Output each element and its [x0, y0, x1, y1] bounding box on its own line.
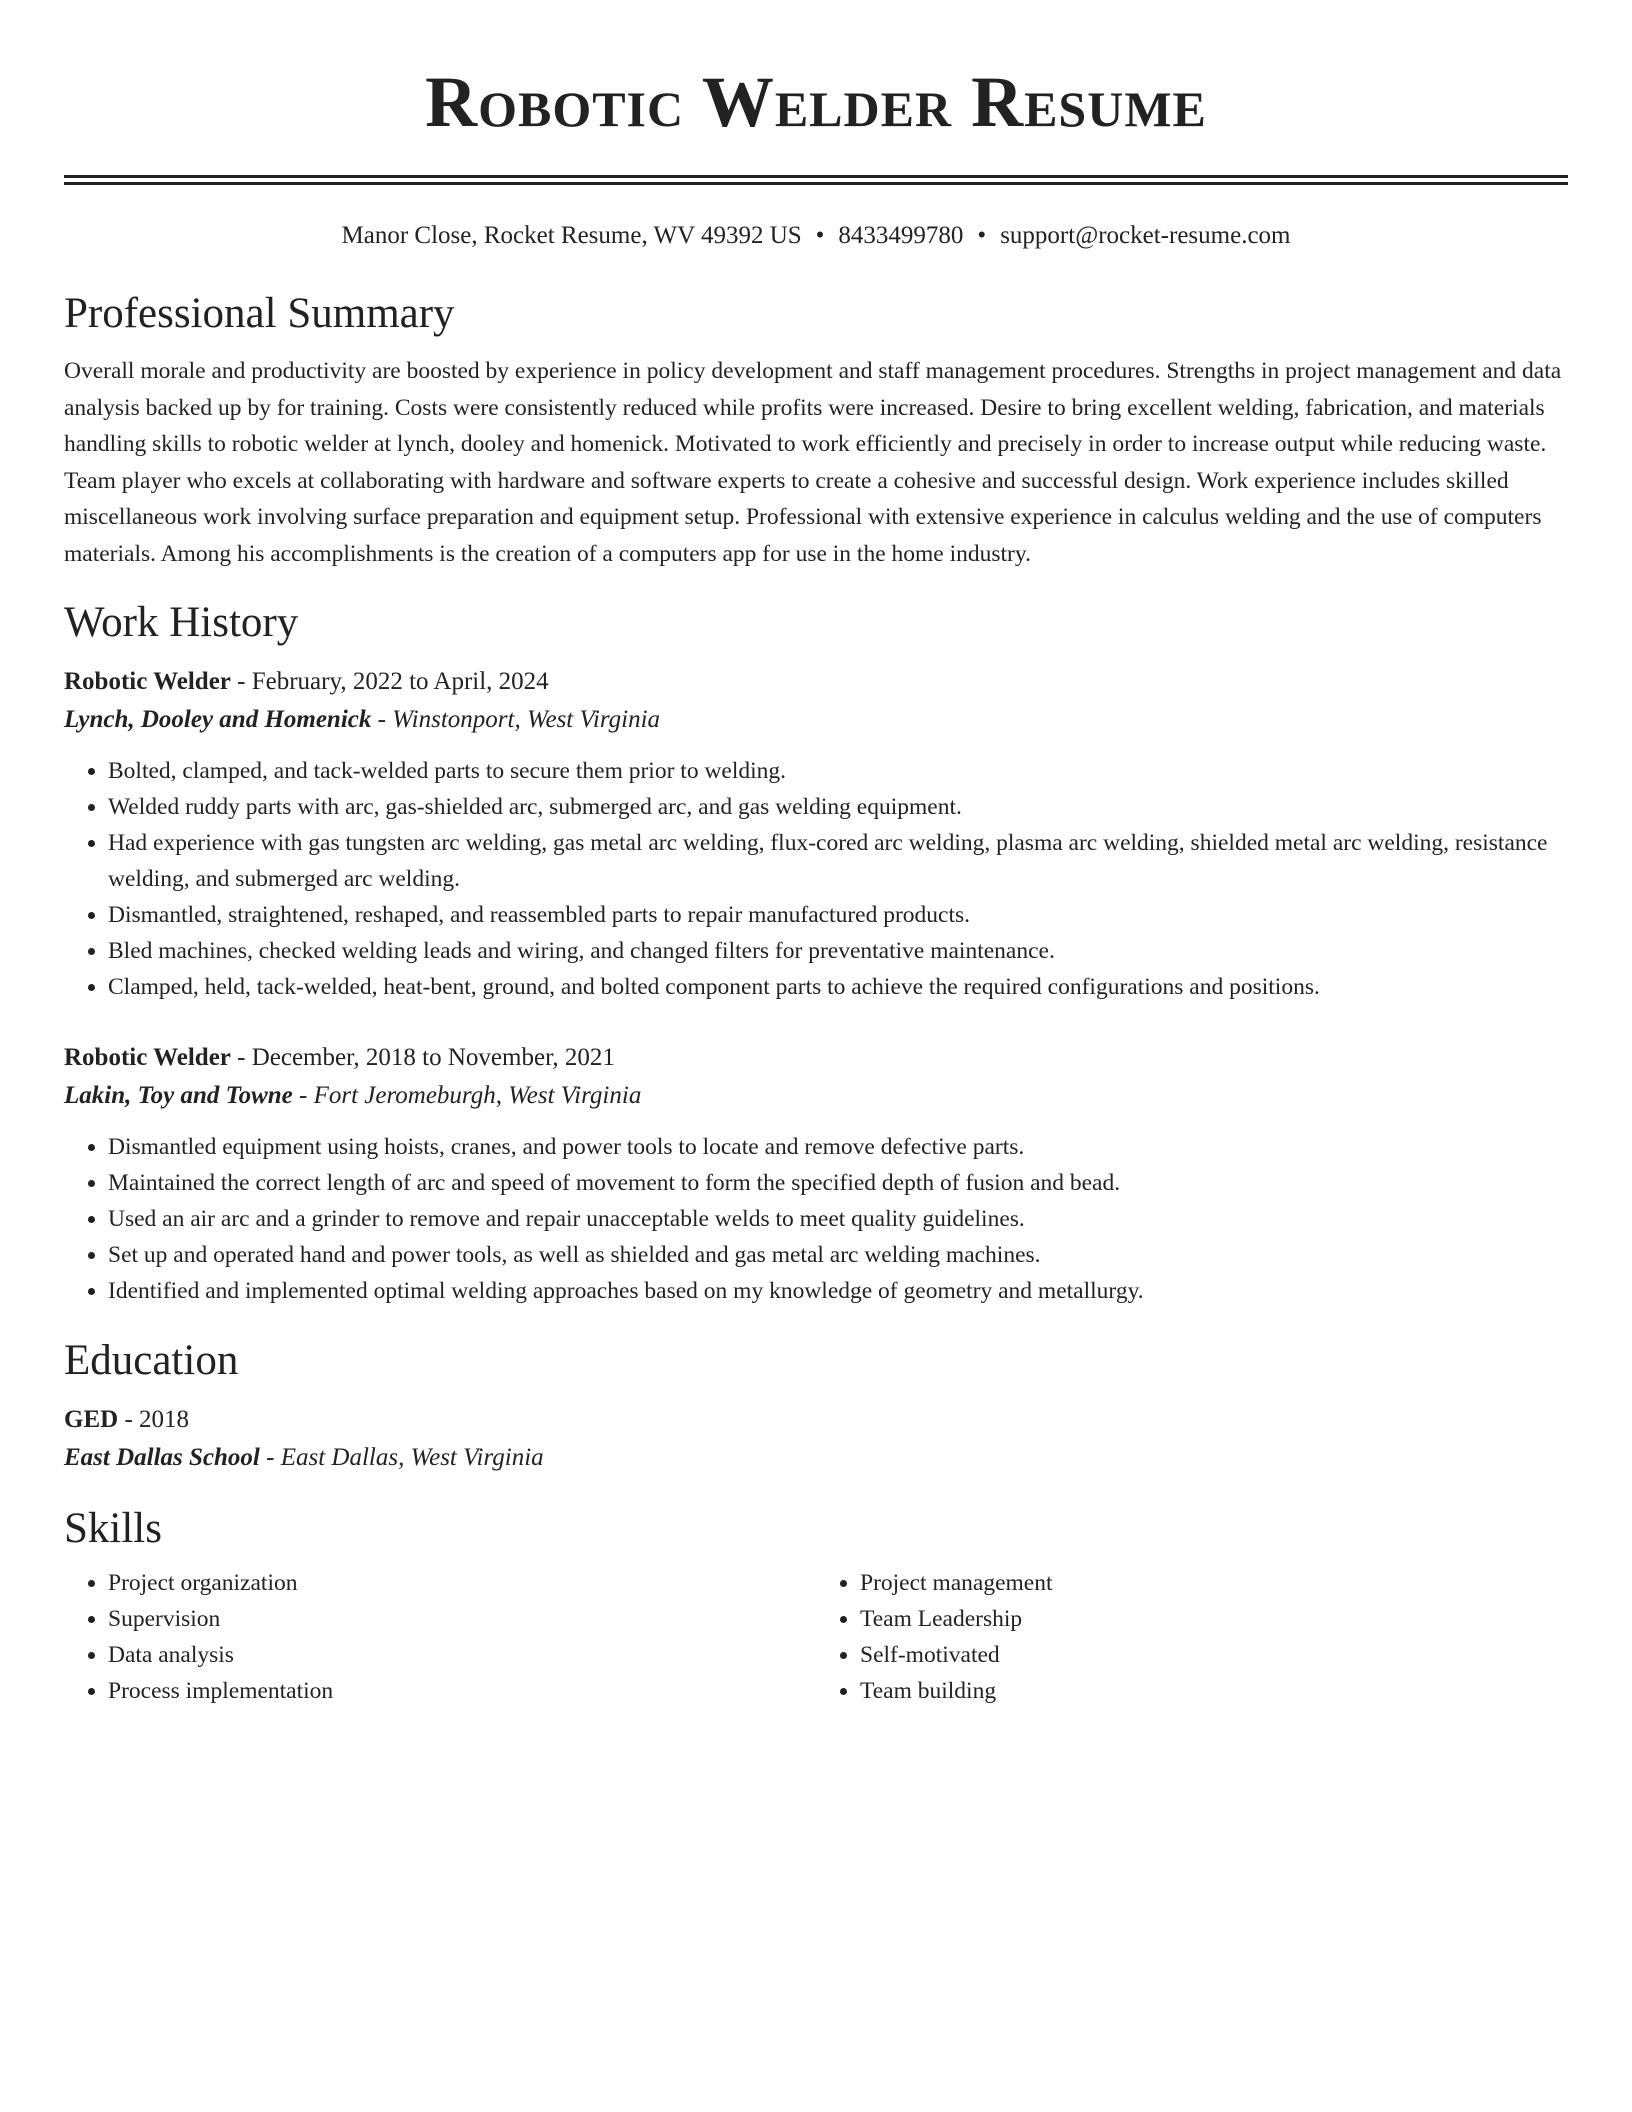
- skills-list-right: [816, 1565, 1568, 1709]
- summary-section: [64, 288, 1568, 572]
- job-bullet: • Clamped, held, tack-welded, heat-bent, ground, and bolted component parts to achieve the required configurations and positions.: [108, 969, 1568, 1005]
- skill-item: • Supervision: [108, 1601, 816, 1637]
- skill-item: • Team building: [860, 1673, 1568, 1709]
- contact-email: support@rocket-resume.com: [1000, 222, 1291, 249]
- contact-phone: 8433499780: [838, 222, 964, 249]
- job-company: Lakin, Toy and Towne: [64, 1082, 293, 1109]
- job-bullet: • Welded ruddy parts with arc, gas-shielded arc, submerged arc, and gas welding equipment.: [108, 789, 1568, 825]
- contact-separator: •: [977, 222, 987, 249]
- job-bullet: • Dismantled equipment using hoists, cranes, and power tools to locate and remove defective parts.: [108, 1129, 1568, 1165]
- job-bullets: [64, 753, 1568, 1005]
- job-bullet: • Maintained the correct length of arc and speed of movement to form the specified depth of fusion and bead.: [108, 1165, 1568, 1201]
- skill-item: • Data analysis: [108, 1637, 816, 1673]
- job-bullet: • Had experience with gas tungsten arc welding, gas metal arc welding, flux-cored arc welding, plasma arc welding, shielded metal arc welding, resistance welding, and submerged arc welding.: [108, 825, 1568, 897]
- resume-title: Robotic Welder Resume: [425, 62, 1207, 142]
- contact-line: [64, 220, 1568, 252]
- skills-list-left: [64, 1565, 816, 1709]
- section-heading-work: Work History: [64, 599, 299, 646]
- skills-columns: [64, 1565, 1568, 1709]
- job-location: - Fort Jeromeburgh, West Virginia: [292, 1082, 642, 1109]
- education-location: - East Dallas, West Virginia: [259, 1444, 544, 1471]
- contact-address: Manor Close, Rocket Resume, WV 49392 US: [341, 222, 802, 249]
- skill-item: • Self-motivated: [860, 1637, 1568, 1673]
- skills-section: [64, 1503, 1568, 1709]
- education-degree: GED: [64, 1406, 119, 1433]
- job-company: Lynch, Dooley and Homenick: [64, 706, 372, 733]
- job-bullet: • Used an air arc and a grinder to remove and repair unacceptable welds to meet quality guidelines.: [108, 1201, 1568, 1237]
- education-school: East Dallas School: [64, 1444, 260, 1471]
- work-history-section: [64, 597, 1568, 1309]
- section-heading-education: Education: [64, 1337, 239, 1384]
- job-bullet: • Identified and implemented optimal welding approaches based on my knowledge of geometry and metallurgy.: [108, 1273, 1568, 1309]
- section-heading-skills: Skills: [64, 1505, 162, 1552]
- job-company-line: [64, 1077, 1568, 1115]
- education-year: - 2018: [118, 1406, 190, 1433]
- section-heading-summary: Professional Summary: [64, 290, 455, 337]
- job-dates: - February, 2022 to April, 2024: [230, 668, 549, 695]
- summary-text: Overall morale and productivity are boosted by experience in policy development and staff management procedures. Strengths in project management and data analysis backed up by for training. Costs were consistently reduced while profits were increased. Desire to bring excellent welding, fabrication, and materials handling skills to robotic welder at lynch, dooley and homenick. Motivated to work efficiently and precisely in order to increase output while reducing waste. Team player who excels at collaborating with hardware and software experts to create a cohesive and successful design. Work experience includes skilled miscellaneous work involving surface preparation and equipment setup. Professional with extensive experience in calculus welding and the use of computers materials. Among his accomplishments is the creation of a computers app for use in the home industry.: [64, 358, 1562, 567]
- education-degree-line: [64, 1401, 1568, 1439]
- job-dates: - December, 2018 to November, 2021: [230, 1044, 615, 1071]
- job-title-line: [64, 663, 1568, 701]
- job-entry: [64, 1039, 1568, 1309]
- job-bullet: • Dismantled, straightened, reshaped, and reassembled parts to repair manufactured products.: [108, 897, 1568, 933]
- job-bullet: • Bolted, clamped, and tack-welded parts to secure them prior to welding.: [108, 753, 1568, 789]
- job-bullet: • Bled machines, checked welding leads and wiring, and changed filters for preventative maintenance.: [108, 933, 1568, 969]
- job-bullet: • Set up and operated hand and power tools, as well as shielded and gas metal arc welding machines.: [108, 1237, 1568, 1273]
- title-divider: [64, 175, 1568, 185]
- job-bullets: [64, 1129, 1568, 1309]
- education-section: [64, 1335, 1568, 1477]
- education-school-line: [64, 1439, 1568, 1477]
- skill-item: • Project management: [860, 1565, 1568, 1601]
- skill-item: • Team Leadership: [860, 1601, 1568, 1637]
- job-entry: [64, 663, 1568, 1005]
- skill-item: • Process implementation: [108, 1673, 816, 1709]
- job-company-line: [64, 701, 1568, 739]
- job-title: Robotic Welder: [64, 1044, 231, 1071]
- skill-item: • Project organization: [108, 1565, 816, 1601]
- job-location: - Winstonport, West Virginia: [371, 706, 661, 733]
- job-title-line: [64, 1039, 1568, 1077]
- contact-separator: •: [815, 222, 825, 249]
- job-title: Robotic Welder: [64, 668, 231, 695]
